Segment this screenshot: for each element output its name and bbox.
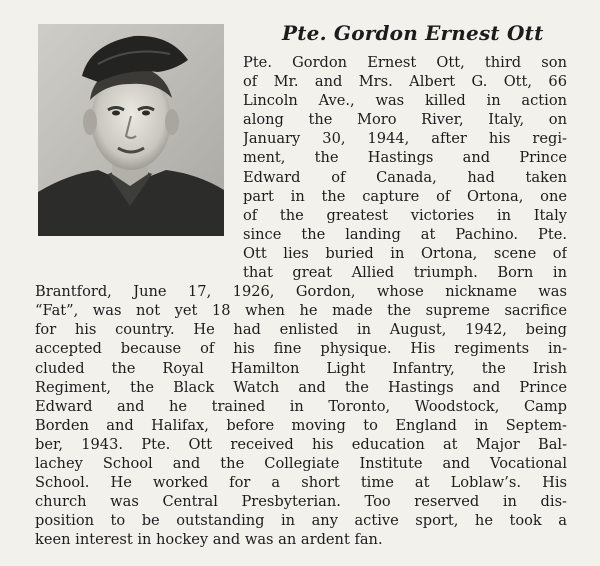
article-line: keen interest in hockey and was an ardent fan. bbox=[35, 531, 383, 549]
article-line: lachey School and the Collegiate Institute and Vocational bbox=[35, 454, 567, 472]
article-line: of the greatest victories in Italy bbox=[243, 206, 567, 224]
article-line: School. He worked for a short time at Loblaw’s. His bbox=[35, 474, 567, 492]
article-line: “Fat”, was not yet 18 when he made the supreme sacrifice bbox=[35, 302, 567, 320]
article-line: Edward of Canada, had taken bbox=[243, 168, 567, 186]
article-line: of Mr. and Mrs. Albert G. Ott, 66 bbox=[243, 73, 567, 91]
article-body bbox=[35, 53, 567, 549]
article-line: along the Moro River, Italy, on bbox=[243, 111, 567, 129]
article-line: Borden and Halifax, before moving to England in Septem- bbox=[35, 416, 567, 434]
article-line: ment, the Hastings and Prince bbox=[243, 149, 567, 167]
article-line: Brantford, June 17, 1926, Gordon, whose nickname was bbox=[35, 283, 567, 301]
article-line: Edward and he trained in Toronto, Woodstock, Camp bbox=[35, 397, 567, 415]
article-line: church was Central Presbyterian. Too reserved in dis- bbox=[35, 493, 567, 511]
article-line: Ott lies buried in Ortona, scene of bbox=[243, 244, 567, 262]
article-line: part in the capture of Ortona, one bbox=[243, 187, 567, 205]
article-line: Regiment, the Black Watch and the Hastings and Prince bbox=[35, 378, 567, 396]
article-line: January 30, 1944, after his regi- bbox=[243, 130, 567, 148]
article-line: for his country. He had enlisted in August, 1942, being bbox=[35, 321, 567, 339]
page-title: Pte. Gordon Ernest Ott bbox=[282, 21, 544, 45]
article-line: position to be outstanding in any active sport, he took a bbox=[35, 512, 567, 530]
article-line: since the landing at Pachino. Pte. bbox=[243, 225, 567, 243]
article-line: cluded the Royal Hamilton Light Infantry, the Irish bbox=[35, 359, 567, 377]
article-line: ber, 1943. Pte. Ott received his education at Major Bal- bbox=[35, 435, 567, 453]
article-line: Lincoln Ave., was killed in action bbox=[243, 92, 567, 110]
article-line: accepted because of his fine physique. His regiments in- bbox=[35, 340, 567, 358]
article-line: Pte. Gordon Ernest Ott, third son bbox=[243, 54, 567, 71]
article-line: that great Allied triumph. Born in bbox=[243, 264, 567, 282]
